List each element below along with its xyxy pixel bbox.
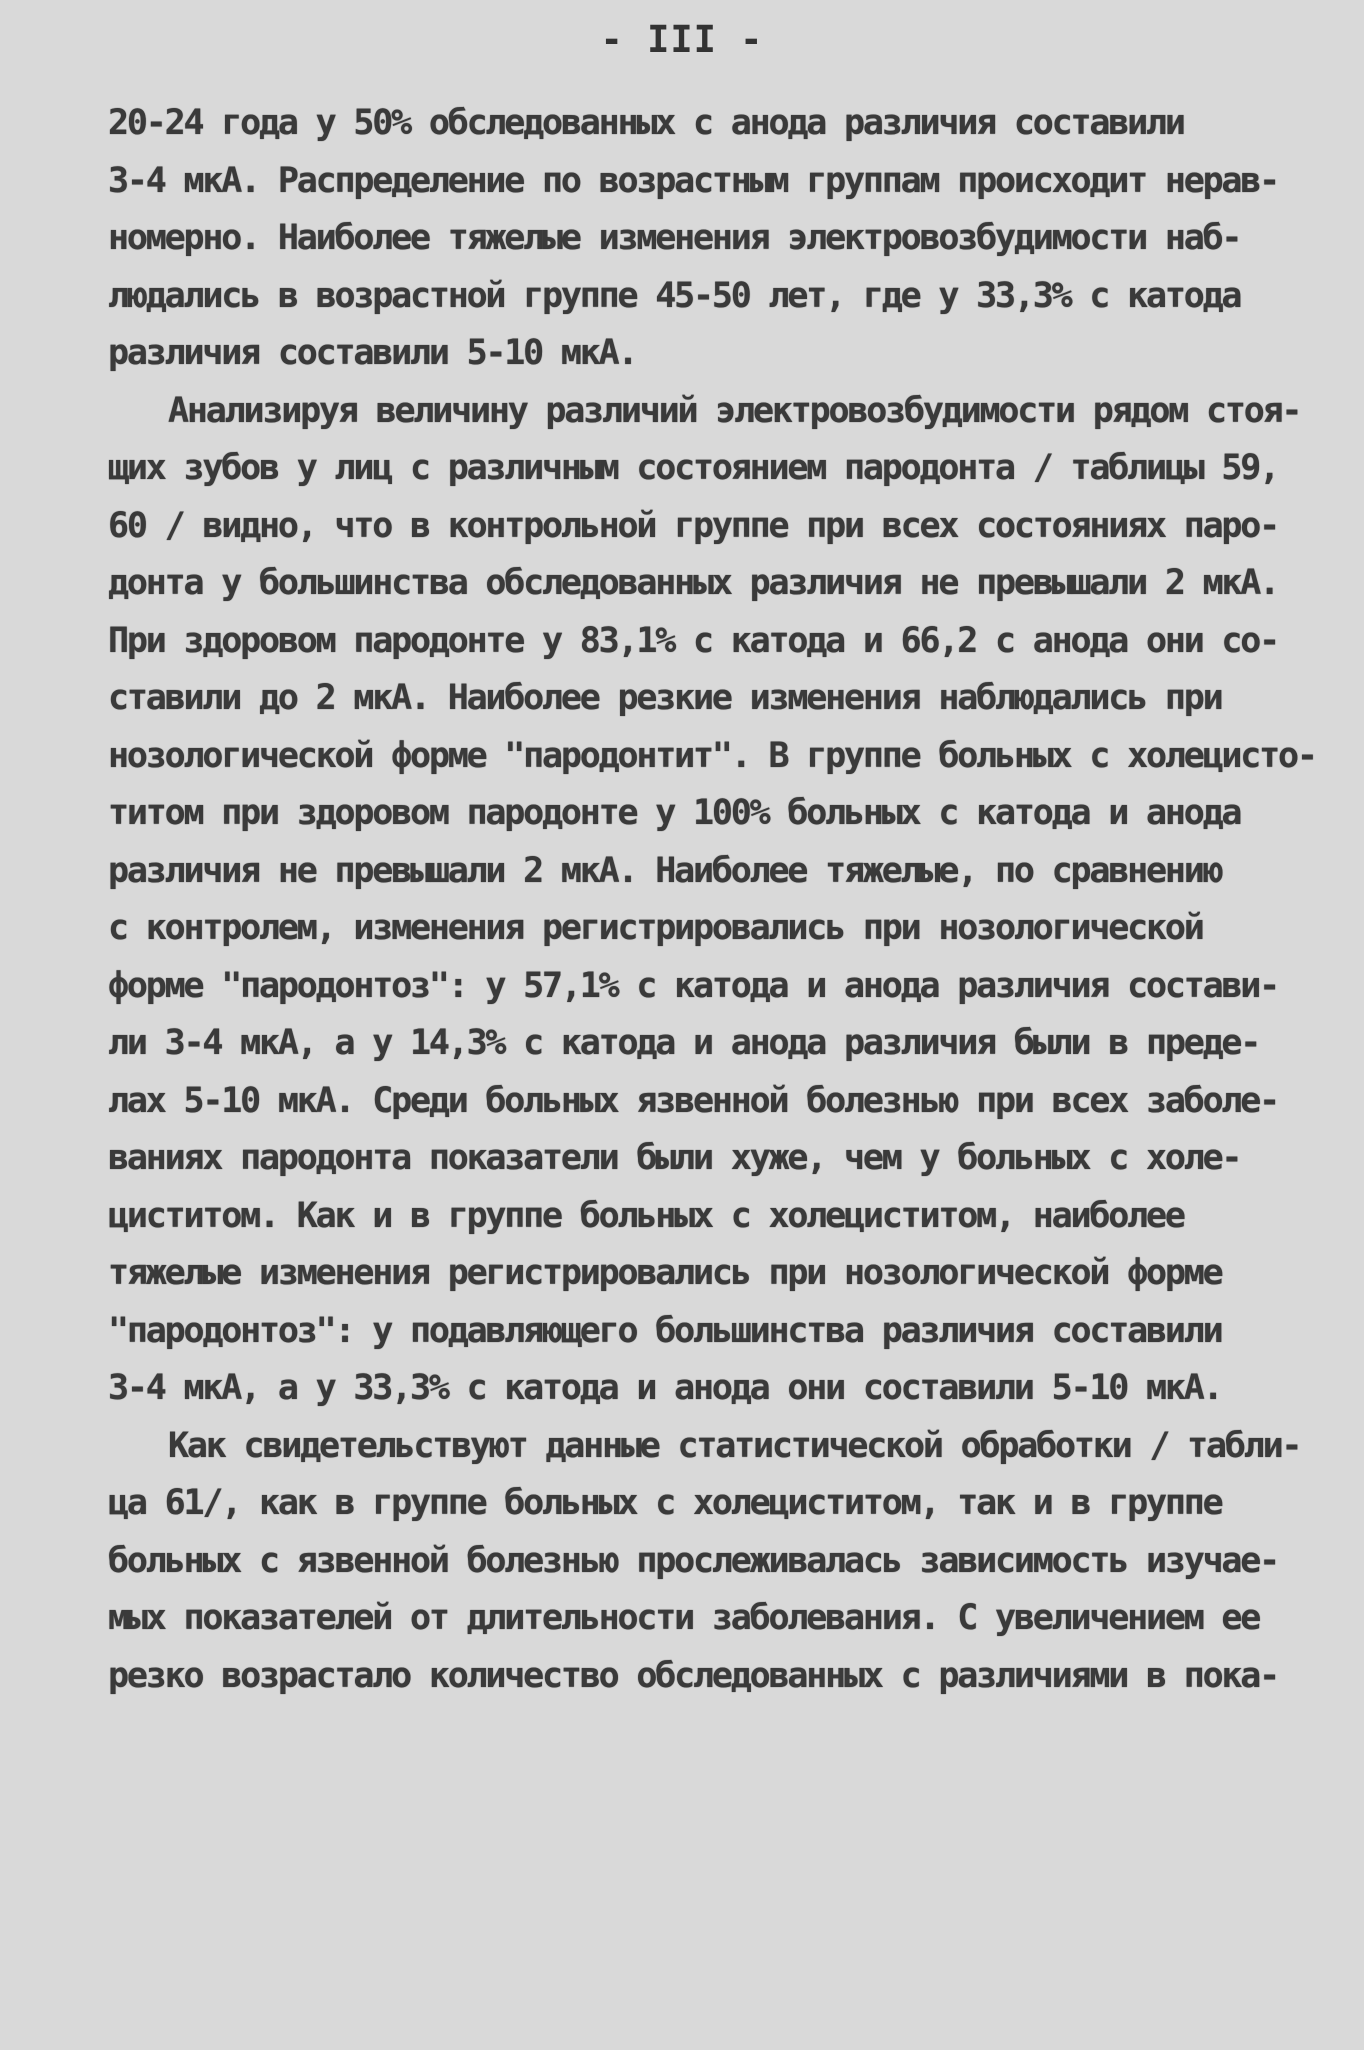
page-number: - III - bbox=[600, 18, 764, 61]
text-line: Анализируя величину различий электровозбудимости рядом стоя- bbox=[168, 390, 1301, 431]
text-line: номерно. Наиболее тяжелые изменения электровозбудимости наб- bbox=[108, 218, 1241, 258]
text-line: мых показателей от длительности заболевания. С увеличением ее bbox=[108, 1598, 1260, 1638]
text-line: Как свидетельствуют данные статистической обработки / табли- bbox=[168, 1425, 1301, 1466]
text-line: нозологической форме "пародонтит". В группе больных с холецисто- bbox=[108, 735, 1316, 776]
text-line: 3-4 мкА, а у 33,3% с катода и анода они составили 5-10 мкА. bbox=[108, 1368, 1222, 1408]
text-line: щих зубов у лиц с различным состоянием пародонта / таблицы 59, bbox=[108, 448, 1279, 488]
text-line: 20-24 года у 50% обследованных с анода различия составили bbox=[108, 103, 1184, 143]
text-line: 60 / видно, что в контрольной группе при всех состояниях паро- bbox=[108, 505, 1279, 546]
text-line: тяжелые изменения регистрировались при нозологической форме bbox=[108, 1253, 1222, 1293]
text-line: лах 5-10 мкА. Среди больных язвенной болезнью при всех заболе- bbox=[108, 1080, 1279, 1121]
text-line: людались в возрастной группе 45-50 лет, где у 33,3% с катода bbox=[108, 275, 1241, 316]
text-line: резко возрастало количество обследованных с различиями в пока- bbox=[108, 1655, 1279, 1696]
text-line: с контролем, изменения регистрировались при нозологической bbox=[108, 908, 1203, 948]
text-line: ваниях пародонта показатели были хуже, чем у больных с холе- bbox=[108, 1138, 1241, 1178]
text-line: ставили до 2 мкА. Наиболее резкие изменения наблюдались при bbox=[108, 678, 1222, 718]
text-line: "пародонтоз": у подавляющего большинства различия составили bbox=[108, 1310, 1222, 1351]
text-line: циститом. Как и в группе больных с холециститом, наиболее bbox=[108, 1195, 1184, 1236]
text-line: различия не превышали 2 мкА. Наиболее тяжелые, по сравнению bbox=[108, 850, 1222, 891]
text-line: титом при здоровом пародонте у 100% больных с катода и анода bbox=[108, 793, 1241, 833]
body-text bbox=[108, 95, 1316, 1705]
text-line: различия составили 5-10 мкА. bbox=[108, 333, 637, 373]
text-line: При здоровом пародонте у 83,1% с катода и 66,2 с анода они со- bbox=[108, 620, 1279, 661]
text-line: ца 61/, как в группе больных с холециститом, так и в группе bbox=[108, 1483, 1222, 1523]
text-line: ли 3-4 мкА, а у 14,3% с катода и анода различия были в преде- bbox=[108, 1023, 1260, 1063]
text-line: форме "пародонтоз": у 57,1% с катода и анода различия состави- bbox=[108, 965, 1279, 1006]
text-line: больных с язвенной болезнью прослеживалась зависимость изучае- bbox=[108, 1540, 1279, 1581]
text-line: 3-4 мкА. Распределение по возрастным группам происходит нерав- bbox=[108, 160, 1279, 201]
text-line: донта у большинства обследованных различия не превышали 2 мкА. bbox=[108, 563, 1279, 603]
